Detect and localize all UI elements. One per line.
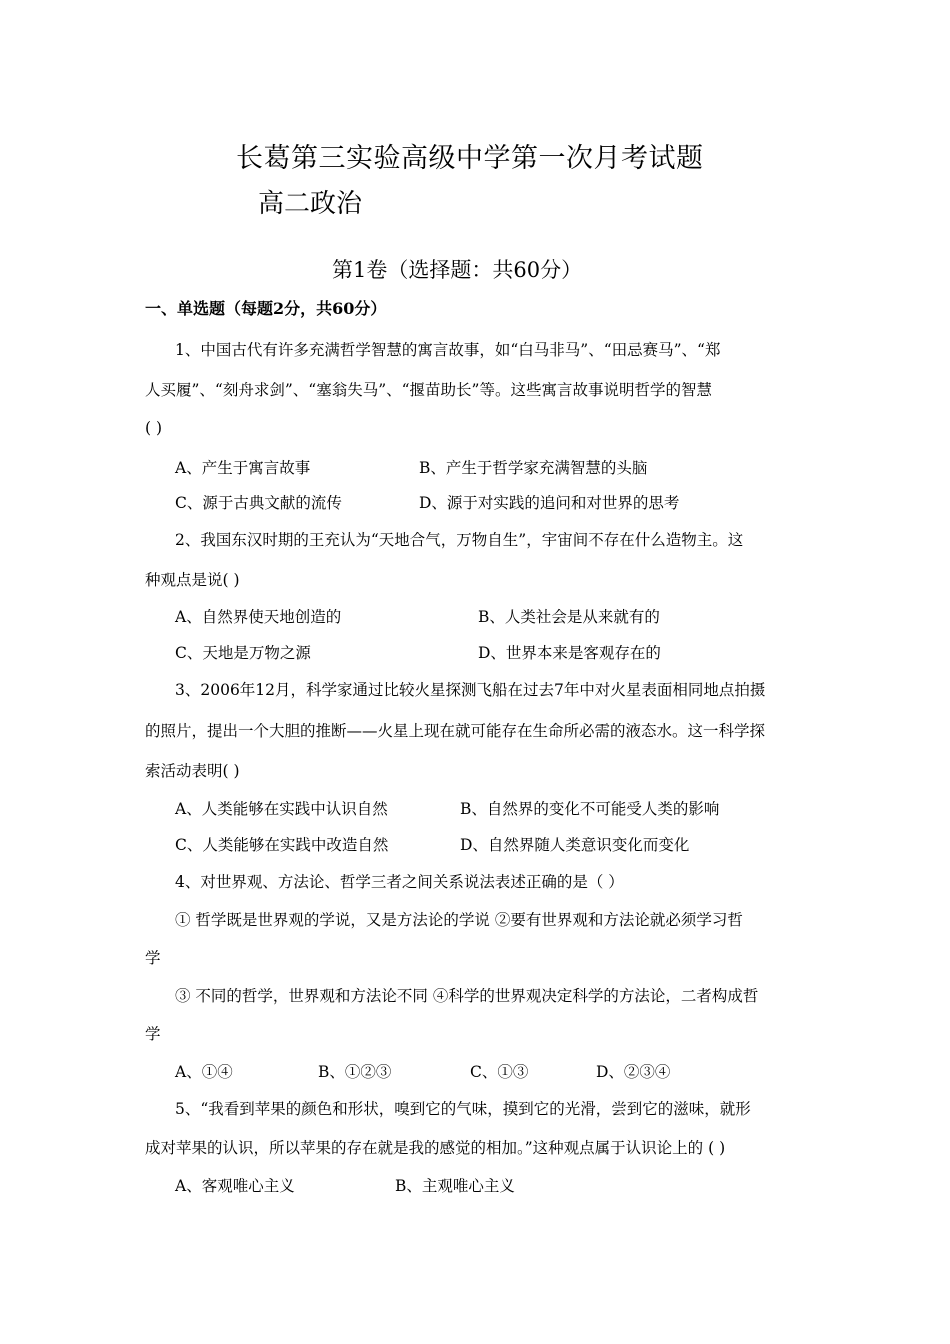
q3-option-b: B、自然界的变化不可能受人类的影响 bbox=[460, 800, 720, 818]
q4-option-d: D、②③④ bbox=[596, 1063, 671, 1081]
q4-line-3: 学 bbox=[145, 949, 161, 967]
section-heading: 一、单选题（每题2分，共60分） bbox=[145, 299, 387, 318]
q2-option-a: A、自然界使天地创造的 bbox=[175, 608, 342, 626]
q1-option-c: C、源于古典文献的流传 bbox=[175, 494, 342, 512]
q2-line-2: 种观点是说( ) bbox=[145, 571, 240, 589]
q2-line-1: 2、我国东汉时期的王充认为“天地合气，万物自生”，宇宙间不存在什么造物主。这 bbox=[175, 531, 744, 549]
q5-line-1: 5、“我看到苹果的颜色和形状，嗅到它的气味，摸到它的光滑，尝到它的滋味，就形 bbox=[175, 1100, 751, 1118]
q4-line-5: 学 bbox=[145, 1025, 161, 1043]
q2-option-c: C、天地是万物之源 bbox=[175, 644, 311, 662]
q4-line-4: ③ 不同的哲学，世界观和方法论不同 ④科学的世界观决定科学的方法论，二者构成哲 bbox=[175, 987, 759, 1005]
q3-line-3: 索活动表明( ) bbox=[145, 762, 240, 780]
q4-option-a: A、①④ bbox=[175, 1063, 233, 1081]
q3-line-1: 3、2006年12月，科学家通过比较火星探测飞船在过去7年中对火星表面相同地点拍摄 bbox=[175, 681, 766, 699]
exam-title: 长葛第三实验高级中学第一次月考试题 bbox=[236, 143, 704, 174]
q4-line-2: ① 哲学既是世界观的学说，又是方法论的学说 ②要有世界观和方法论就必须学习哲 bbox=[175, 911, 743, 929]
q2-option-b: B、人类社会是从来就有的 bbox=[478, 608, 660, 626]
q4-option-c: C、①③ bbox=[470, 1063, 529, 1081]
q3-line-2: 的照片，提出一个大胆的推断——火星上现在就可能存在生命所必需的液态水。这一科学探 bbox=[145, 722, 766, 740]
q4-line-1: 4、对世界观、方法论、哲学三者之间关系说法表述正确的是（ ） bbox=[175, 873, 624, 891]
q5-line-2: 成对苹果的认识，所以苹果的存在就是我的感觉的相加。”这种观点属于认识论上的 ( ) bbox=[145, 1139, 726, 1157]
q2-option-d: D、世界本来是客观存在的 bbox=[478, 644, 661, 662]
q4-option-b: B、①②③ bbox=[318, 1063, 392, 1081]
q1-line-2: 人买履”、“刻舟求剑”、“塞翁失马”、“揠苗助长”等。这些寓言故事说明哲学的智慧 bbox=[145, 381, 712, 399]
q3-option-c: C、人类能够在实践中改造自然 bbox=[175, 836, 389, 854]
q1-line-3: ( ) bbox=[145, 419, 163, 437]
volume-heading: 第1卷（选择题：共60分） bbox=[332, 258, 583, 282]
q1-line-1: 1、中国古代有许多充满哲学智慧的寓言故事，如“白马非马”、“田忌赛马”、“郑 bbox=[175, 341, 721, 359]
q5-option-b: B、主观唯心主义 bbox=[395, 1177, 515, 1195]
q1-option-d: D、源于对实践的追问和对世界的思考 bbox=[419, 494, 680, 512]
q3-option-d: D、自然界随人类意识变化而变化 bbox=[460, 836, 690, 854]
subject-title: 高二政治 bbox=[258, 189, 363, 219]
q5-option-a: A、客观唯心主义 bbox=[175, 1177, 295, 1195]
q3-option-a: A、人类能够在实践中认识自然 bbox=[175, 800, 388, 818]
q1-option-b: B、产生于哲学家充满智慧的头脑 bbox=[419, 459, 648, 477]
q1-option-a: A、产生于寓言故事 bbox=[175, 459, 311, 477]
